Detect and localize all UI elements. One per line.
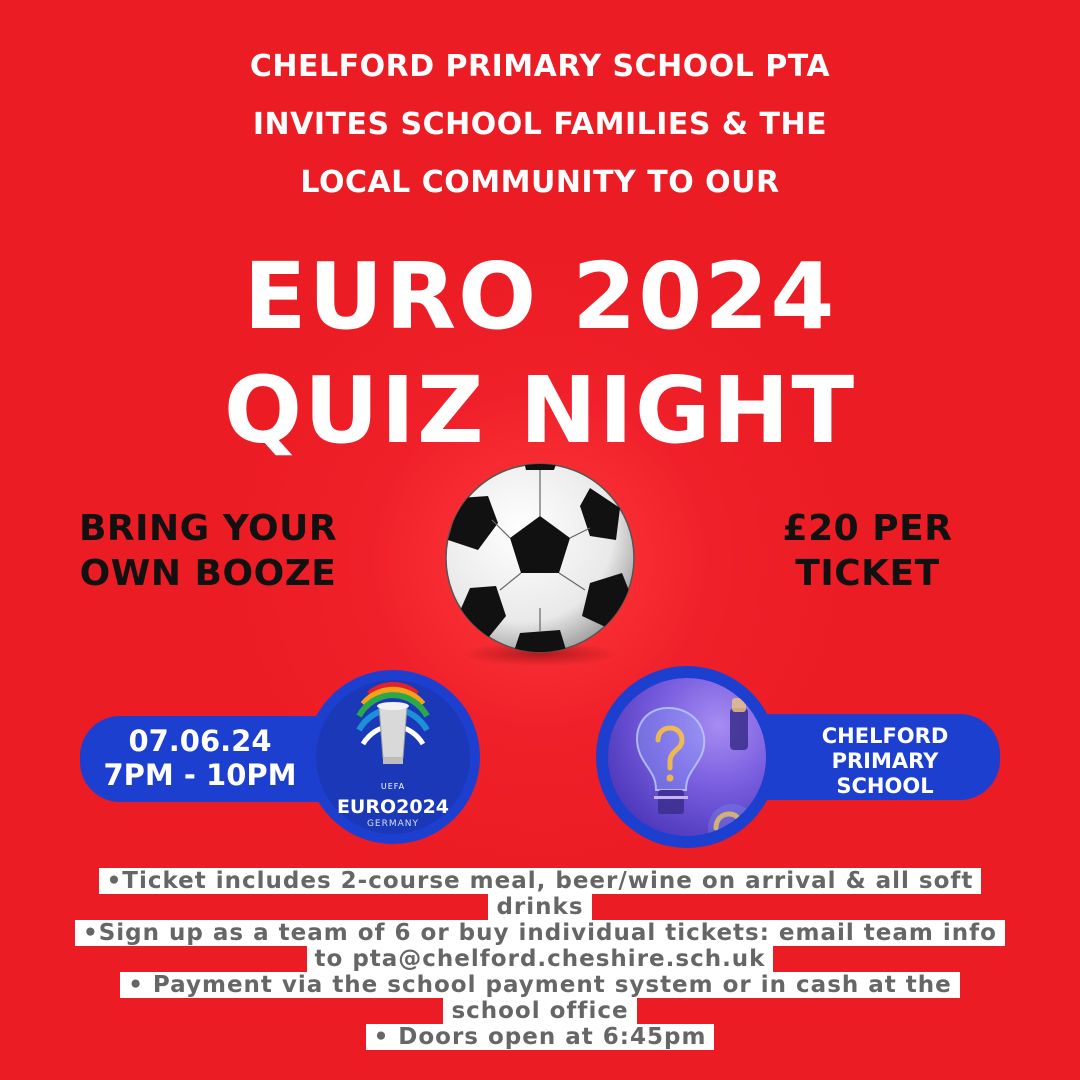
ticket-price — [735, 506, 1000, 596]
detail-text: • Payment via the school payment system or in cash at the — [128, 972, 952, 998]
quiz-image-badge — [596, 666, 778, 848]
intro-text — [0, 38, 1080, 212]
event-details — [0, 868, 1080, 1050]
detail-item — [0, 1024, 1080, 1050]
event-time: 7PM - 10PM — [103, 758, 297, 792]
detail-item — [0, 920, 1080, 972]
detail-email: to pta@chelford.cheshire.sch.uk — [314, 946, 766, 972]
euro-2024-logo-badge — [306, 670, 480, 844]
price-line-2: TICKET — [795, 553, 940, 594]
detail-item — [0, 868, 1080, 920]
intro-line-2: INVITES SCHOOL FAMILIES & THE — [252, 107, 828, 142]
price-line-1: £20 PER — [782, 508, 953, 549]
question-bulb-icon — [608, 678, 766, 836]
byob-line-2: OWN BOOZE — [79, 553, 337, 594]
school-line-2: PRIMARY — [831, 749, 939, 773]
detail-text: • Doors open at 6:45pm — [373, 1024, 707, 1050]
title-line-1: EURO 2024 — [243, 243, 837, 350]
byob-line-1: BRING YOUR — [78, 508, 338, 549]
school-line-3: SCHOOL — [836, 774, 934, 798]
intro-line-3: LOCAL COMMUNITY TO OUR — [300, 165, 780, 200]
detail-item — [0, 972, 1080, 1024]
event-date: 07.06.24 — [128, 724, 272, 758]
detail-text-cont: school office — [451, 998, 629, 1024]
detail-text: •Sign up as a team of 6 or buy individual tickets: email team info — [83, 920, 997, 946]
detail-text: •Ticket includes 2-course meal, beer/wine on arrival & all soft — [106, 868, 974, 894]
uefa-label: UEFA — [380, 782, 406, 791]
title-line-2: QUIZ NIGHT — [223, 357, 857, 464]
event-title — [0, 240, 1080, 468]
intro-line-1: CHELFORD PRIMARY SCHOOL PTA — [249, 49, 831, 84]
euro-logo-country: GERMANY — [366, 819, 420, 829]
euro-logo-wordmark: EURO2024 — [336, 796, 450, 818]
school-line-1: CHELFORD — [821, 724, 949, 748]
euro-trophy-icon — [316, 680, 470, 790]
football-icon — [440, 458, 640, 668]
byob-text — [58, 506, 358, 596]
detail-text-cont: drinks — [496, 894, 584, 920]
